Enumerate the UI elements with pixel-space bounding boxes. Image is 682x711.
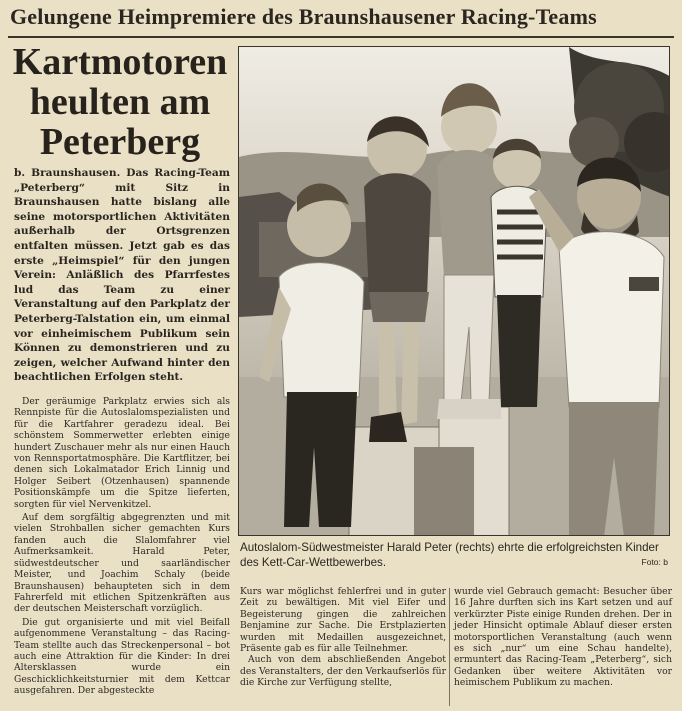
body-paragraph: Die gut organisierte und mit viel Beifall aufgenommene Veranstaltung – das Racing-Team stellte auch das Streckenpersonal – bot auch eine Attraktion für die Kinder: In drei Altersklassen wurde ein Geschicklichkeitsturnier mit dem Kettcar ausgefahren. Der abgesteckte [14, 616, 230, 697]
kicker-rule [8, 36, 674, 38]
article-headline: Kartmotoren heulten am Peterberg [12, 41, 228, 163]
body-paragraph: Auch von dem abschließenden Angebot des Veranstalters, der den Verkaufserlös für die Kirche zur Verfügung stellte, [240, 654, 446, 689]
body-paragraph: Kurs war möglichst fehlerfrei und in guter Zeit zu bewältigen. Mit viel Eifer und Begeisterung gingen die zahlreichen Benjamine zur Sache. Die Erstplazierten wurden mit Medaillen ausgezeichnet, Präsente gab es für alle Teilnehmer. [240, 586, 446, 655]
body-paragraph: Auf dem sorgfältig abgegrenzten und mit vielen Strohballen sicher gemachten Kurs fanden auch die Slalomfahrer viel Aufmerksamkeit. Harald Peter, südwestdeutscher und saarländischer Meister, und Joachim Schaly (beide Braunshausen) behaupteten sich in dem Fahrerfeld mit etlichen Spitzenkräften aus der deutschen Meisterschaft vorzüglich. [14, 512, 230, 615]
body-column-right [454, 586, 672, 689]
body-column-left [14, 396, 230, 699]
body-paragraph: wurde viel Gebrauch gemacht: Besucher über 16 Jahre durften sich ins Kart setzen und auf verkürzter Piste einige Runden drehen. Der in jeder Hinsicht optimale Ablauf dieser ersten motorsportlichen Veranstaltung (auch wenn es sich „nur“ um eine Schau handelte), ermuntert das Racing-Team „Peterberg“, sich Gedanken über weitere Aktivitäten vor heimischem Publikum zu machen. [454, 586, 672, 689]
article-kicker: Gelungene Heimpremiere des Braunshausener Racing-Teams [10, 4, 597, 29]
award-ceremony-photo [238, 46, 670, 536]
body-paragraph: Der geräumige Parkplatz erwies sich als Rennpiste für die Autoslalomspezialisten und für die Kartfahrer geradezu ideal. Bei schönstem Sommerwetter erlebten einige hundert Zuschauer mehr als nur einen Hauch von Rennsportatmosphäre. Die Kartflitzer, bei denen sich Lokalmatador Erich Linnig und Holger Seibert (Otzenhausen) spannende Positionskämpfe um die Spitze lieferten, sorgten für viel Nervenkitzel. [14, 396, 230, 510]
photo-credit: Foto: b [641, 557, 668, 567]
body-column-middle [240, 586, 446, 689]
article-lead: b. Braunshausen. Das Racing-Team „Peterberg“ mit Sitz in Braunshausen hatte bislang alle seine motorsportlichen Aktivitäten außerhalb der Ortsgrenzen entfalten müssen. Jetzt gab es das erste „Heimspiel“ für den jungen Verein: Anläßlich des Pfarrfestes lud das Team zu einer Veranstaltung auf den Parkplatz der Peterberg-Talstation ein, um einmal vor einheimischem Publikum sein Können zu demonstrieren und zu zeigen, welcher Aufwand hinter den beachtlichen Erfolgen steht. [14, 167, 230, 384]
photo-caption: Autoslalom-Südwestmeister Harald Peter (rechts) ehrte die erfolgreichsten Kinder des Kett-Car-Wettbewerbes. [240, 541, 659, 569]
column-divider [449, 588, 450, 706]
